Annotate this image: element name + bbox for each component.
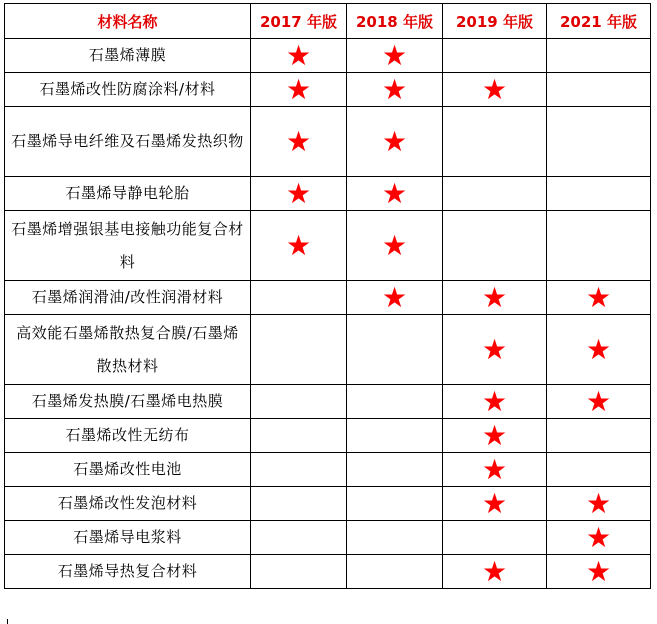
edition-cell: [443, 419, 547, 453]
materials-table: [4, 3, 651, 589]
edition-cell: [443, 521, 547, 555]
edition-cell: [547, 487, 651, 521]
edition-cell: [347, 39, 443, 73]
edition-cell: [347, 107, 443, 177]
edition-cell: [443, 487, 547, 521]
material-name-cell: 高效能石墨烯散热复合膜/石墨烯散热材料: [5, 315, 251, 385]
material-name-cell: 石墨烯润滑油/改性润滑材料: [5, 281, 251, 315]
edition-cell: [547, 73, 651, 107]
table-row: [5, 453, 651, 487]
material-name-cell: 石墨烯导电纤维及石墨烯发热织物: [5, 107, 251, 177]
star-icon: ★: [285, 72, 312, 106]
edition-cell: [547, 419, 651, 453]
edition-cell: [347, 453, 443, 487]
header-row: [5, 4, 651, 39]
table-row: [5, 107, 651, 177]
edition-cell: [251, 555, 347, 589]
edition-cell: [251, 73, 347, 107]
header-2021: 2021 年版: [547, 4, 651, 39]
edition-cell: [547, 107, 651, 177]
edition-cell: [443, 107, 547, 177]
edition-cell: [547, 211, 651, 281]
star-icon: ★: [585, 554, 612, 588]
edition-cell: [443, 315, 547, 385]
edition-cell: [547, 39, 651, 73]
edition-cell: [347, 177, 443, 211]
star-icon: ★: [381, 228, 408, 262]
header-material-name: 材料名称: [5, 4, 251, 39]
corner-mark: [7, 619, 8, 624]
edition-cell: [443, 281, 547, 315]
edition-cell: [251, 453, 347, 487]
star-icon: ★: [585, 486, 612, 520]
edition-cell: [443, 177, 547, 211]
material-name-cell: 石墨烯导热复合材料: [5, 555, 251, 589]
edition-cell: [251, 385, 347, 419]
edition-cell: [347, 211, 443, 281]
edition-cell: [443, 555, 547, 589]
star-icon: ★: [381, 72, 408, 106]
edition-cell: [251, 419, 347, 453]
edition-cell: [347, 419, 443, 453]
star-icon: ★: [285, 228, 312, 262]
star-icon: ★: [481, 384, 508, 418]
edition-cell: [547, 315, 651, 385]
edition-cell: [443, 73, 547, 107]
header-2017: 2017 年版: [251, 4, 347, 39]
edition-cell: [347, 487, 443, 521]
table-row: [5, 73, 651, 107]
edition-cell: [547, 555, 651, 589]
star-icon: ★: [381, 280, 408, 314]
star-icon: ★: [481, 452, 508, 486]
material-name-cell: 石墨烯改性防腐涂料/材料: [5, 73, 251, 107]
table-row: [5, 211, 651, 281]
table-row: [5, 177, 651, 211]
material-name-cell: 石墨烯薄膜: [5, 39, 251, 73]
star-icon: ★: [585, 520, 612, 554]
edition-cell: [443, 385, 547, 419]
edition-cell: [547, 453, 651, 487]
table-row: [5, 555, 651, 589]
star-icon: ★: [381, 124, 408, 158]
star-icon: ★: [381, 176, 408, 210]
edition-cell: [443, 453, 547, 487]
edition-cell: [443, 39, 547, 73]
edition-cell: [251, 39, 347, 73]
star-icon: ★: [381, 38, 408, 72]
star-icon: ★: [585, 384, 612, 418]
material-name-cell: 石墨烯导静电轮胎: [5, 177, 251, 211]
star-icon: ★: [285, 176, 312, 210]
edition-cell: [251, 177, 347, 211]
header-2019: 2019 年版: [443, 4, 547, 39]
star-icon: ★: [481, 418, 508, 452]
edition-cell: [547, 521, 651, 555]
table-row: [5, 385, 651, 419]
table-row: [5, 315, 651, 385]
header-2018: 2018 年版: [347, 4, 443, 39]
star-icon: ★: [585, 332, 612, 366]
edition-cell: [251, 211, 347, 281]
table-row: [5, 39, 651, 73]
material-name-cell: 石墨烯导电浆料: [5, 521, 251, 555]
edition-cell: [347, 73, 443, 107]
table-row: [5, 521, 651, 555]
star-icon: ★: [481, 486, 508, 520]
edition-cell: [347, 315, 443, 385]
table-row: [5, 487, 651, 521]
edition-cell: [251, 521, 347, 555]
edition-cell: [251, 487, 347, 521]
material-name-cell: 石墨烯增强银基电接触功能复合材料: [5, 211, 251, 281]
star-icon: ★: [285, 124, 312, 158]
star-icon: ★: [481, 554, 508, 588]
edition-cell: [347, 281, 443, 315]
star-icon: ★: [481, 332, 508, 366]
table-row: [5, 419, 651, 453]
edition-cell: [547, 177, 651, 211]
material-name-cell: 石墨烯改性无纺布: [5, 419, 251, 453]
edition-cell: [251, 315, 347, 385]
edition-cell: [547, 281, 651, 315]
edition-cell: [347, 521, 443, 555]
material-name-cell: 石墨烯改性发泡材料: [5, 487, 251, 521]
star-icon: ★: [481, 280, 508, 314]
star-icon: ★: [481, 72, 508, 106]
star-icon: ★: [585, 280, 612, 314]
star-icon: ★: [285, 38, 312, 72]
edition-cell: [251, 107, 347, 177]
edition-cell: [547, 385, 651, 419]
edition-cell: [347, 385, 443, 419]
material-name-cell: 石墨烯发热膜/石墨烯电热膜: [5, 385, 251, 419]
material-name-cell: 石墨烯改性电池: [5, 453, 251, 487]
edition-cell: [251, 281, 347, 315]
edition-cell: [443, 211, 547, 281]
edition-cell: [347, 555, 443, 589]
table-row: [5, 281, 651, 315]
